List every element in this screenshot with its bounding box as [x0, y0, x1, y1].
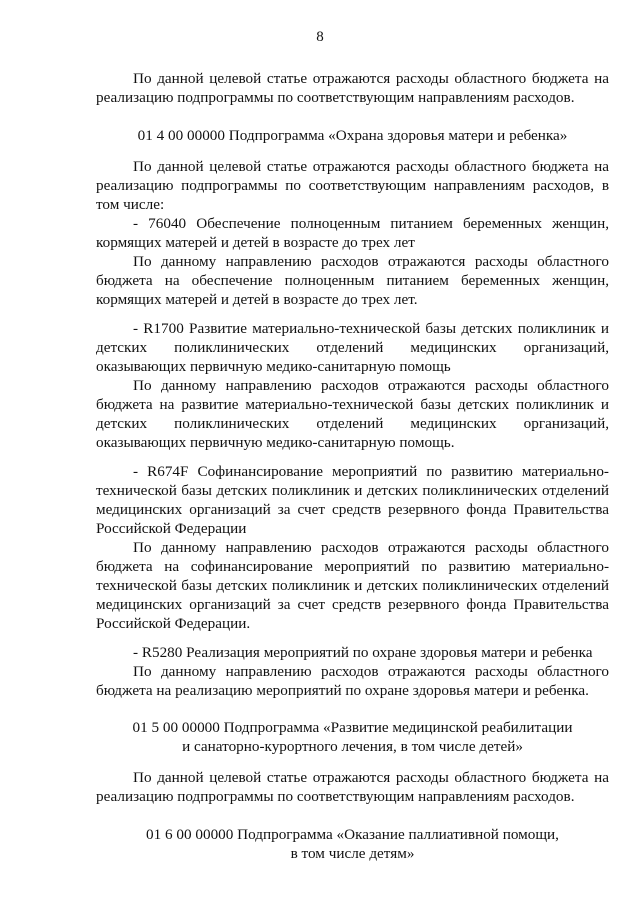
- paragraph-3: По данной целевой статье отражаются расходы областного бюджета на реализацию подпрограммы по соответствующим направлениям расходов.: [96, 769, 609, 806]
- heading-line: в том числе детям»: [290, 845, 415, 863]
- paragraph-76040-desc: По данному направлению расходов отражаются расходы областного бюджета на обеспечение полноценным питанием беременных женщин, кормящих матерей и детей в возрасте до трех лет.: [96, 253, 609, 309]
- heading-line: 01 6 00 00000 Подпрограмма «Оказание паллиативной помощи,: [146, 826, 559, 843]
- paragraph-r1700-desc: По данному направлению расходов отражаются расходы областного бюджета на развитие материально-технической базы детских поликлиник и детских поликлинических отделений медицинских организаций, оказывающих первичную медико-санитарную помощь.: [96, 377, 609, 452]
- paragraph-1: По данной целевой статье отражаются расходы областного бюджета на реализацию подпрограммы по соответствующим направлениям расходов.: [96, 70, 609, 107]
- paragraph-2: По данной целевой статье отражаются расходы областного бюджета на реализацию подпрограммы по соответствующим направлениям расходов, в том числе:: [96, 158, 609, 214]
- heading-line: 01 5 00 00000 Подпрограмма «Развитие медицинской реабилитации: [132, 719, 573, 736]
- heading-subprogram-01-4: [96, 126, 609, 145]
- heading-line: 01 4 00 00000 Подпрограмма «Охрана здоровья матери и ребенка»: [137, 127, 568, 144]
- heading-subprogram-01-5: [96, 718, 609, 756]
- item-76040: - 76040 Обеспечение полноценным питанием беременных женщин, кормящих матерей и детей в возрасте до трех лет: [96, 215, 609, 252]
- item-r5280: - R5280 Реализация мероприятий по охране здоровья матери и ребенка: [133, 644, 593, 661]
- paragraph-r5280-desc: По данному направлению расходов отражаются расходы областного бюджета на реализацию мероприятий по охране здоровья матери и ребенка.: [96, 663, 609, 700]
- paragraph-r674f-desc: По данному направлению расходов отражаются расходы областного бюджета на софинансирование мероприятий по развитию материально-технической базы детских поликлиник и детских поликлинических отделений медицинских организаций за счет средств резервного фонда Правительства Российской Федерации.: [96, 539, 609, 633]
- item-r1700: - R1700 Развитие материально-технической базы детских поликлиник и детских поликлинических отделений медицинских организаций, оказывающих первичную медико-санитарную помощь: [96, 320, 609, 376]
- heading-line: и санаторно-курортного лечения, в том числе детей»: [182, 738, 523, 756]
- page-number: 8: [316, 29, 324, 45]
- heading-subprogram-01-6: [96, 825, 609, 863]
- item-r674f: - R674F Софинансирование мероприятий по развитию материально-технической базы детских поликлиник и детских поликлинических отделений медицинских организаций за счет средств резервного фонда Правительства Российской Федерации: [96, 463, 609, 538]
